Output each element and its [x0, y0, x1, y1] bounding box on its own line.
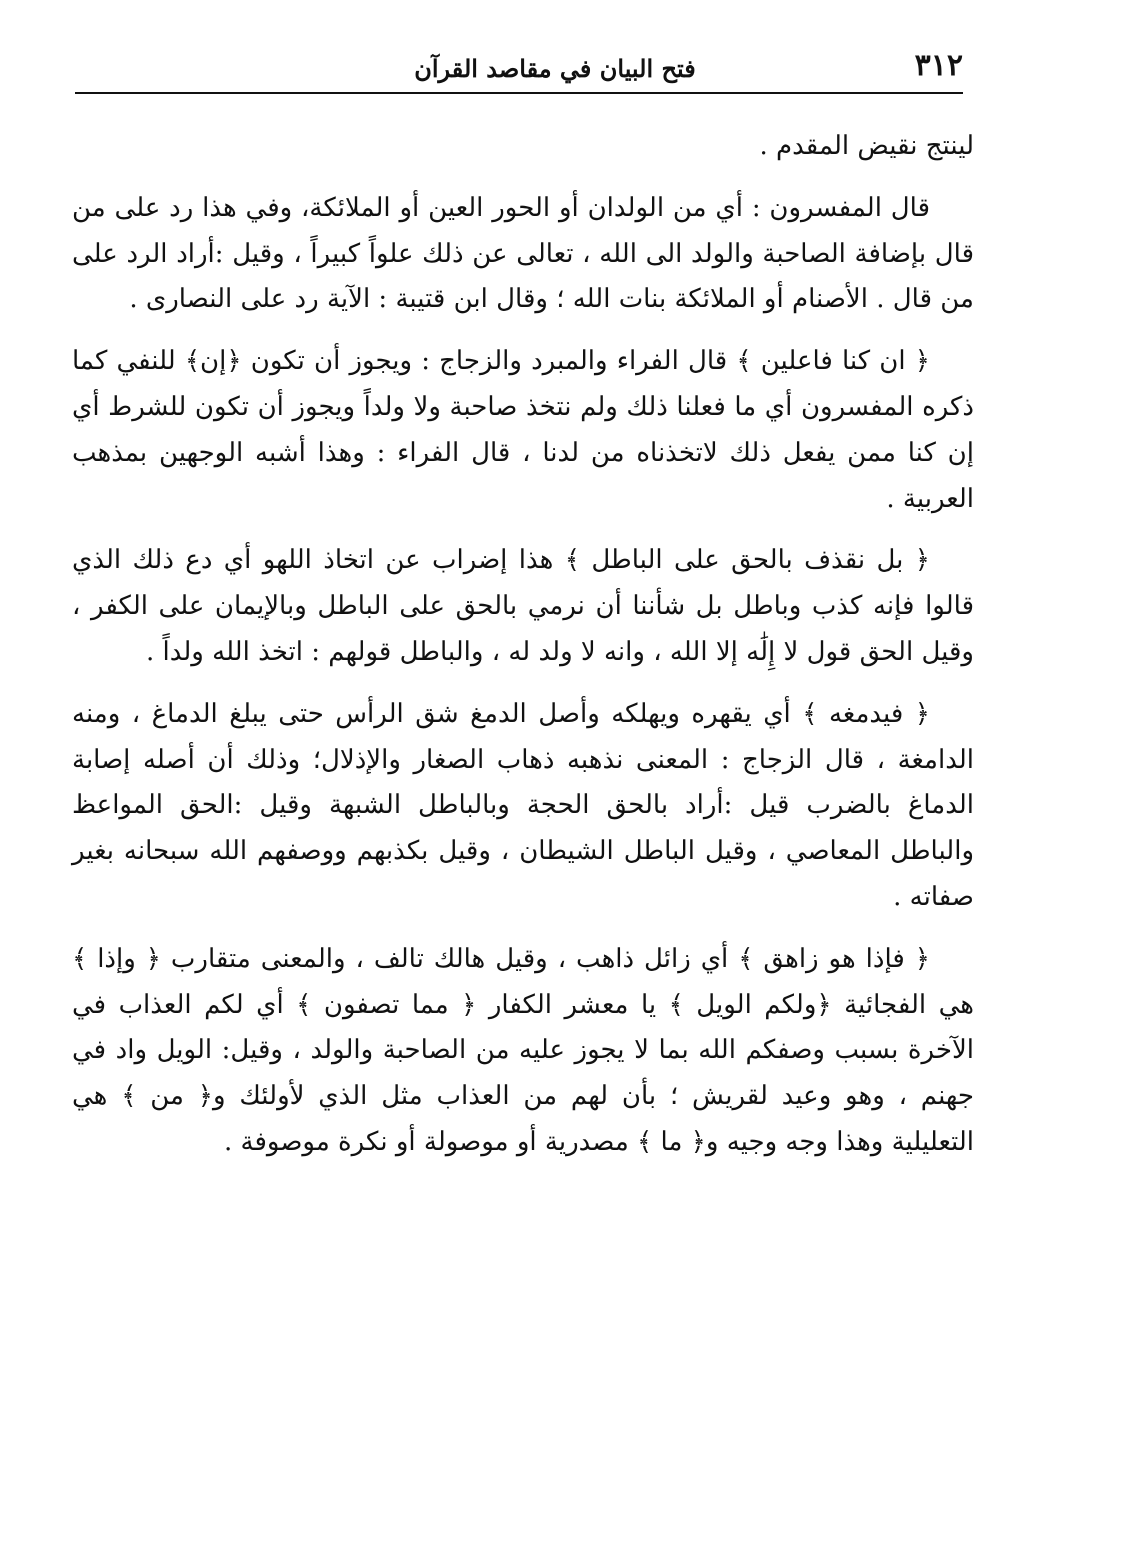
paragraph: ﴿ ان كنا فاعلين ﴾ قال الفراء والمبرد والزجاج : ويجوز أن تكون ﴿إن﴾ للنفي كما ذكره المفسرون أي ما فعلنا ذلك ولم نتخذ صاحبة ولا ولداً ويجوز أن تكون للشرط أي إن كنا ممن يفعل ذلك لاتخذناه من لدنا ، قال الفراء : وهذا أشبه الوجهين بمذهب العربية .: [72, 346, 974, 514]
paragraph: ﴿ فيدمغه ﴾ أي يقهره ويهلكه وأصل الدمغ شق الرأس حتى يبلغ الدماغ ، ومنه الدامغة ، قال الزجاج : المعنى نذهبه ذهاب الصغار والإذلال؛ وذلك أن أصله إصابة الدماغ بالضرب قيل :أراد بالحق الحجة وبالباطل الشبهة وقيل :الحق المواعظ والباطل المعاصي ، وقيل الباطل الشيطان ، وقيل بكذبهم ووصفهم الله سبحانه بغير صفاته .: [72, 698, 974, 912]
body-text: [72, 124, 974, 1182]
paragraph: قال المفسرون : أي من الولدان أو الحور العين أو الملائكة، وفي هذا رد على من قال بإضافة الصاحبة والولد الى الله ، تعالى عن ذلك علواً كبيراً ، وقيل :أراد الرد على من قال . الأصنام أو الملائكة بنات الله ؛ وقال ابن قتيبة : الآية رد على النصارى .: [72, 192, 974, 315]
page-number: ٣١٢: [914, 48, 963, 83]
running-title: فتح البيان في مقاصد القرآن: [414, 54, 696, 83]
paragraph: ﴿ فإذا هو زاهق ﴾ أي زائل ذاهب ، وقيل هالك تالف ، والمعنى متقارب ﴿ وإذا ﴾ هي الفجائية ﴿ولكم الويل ﴾ يا معشر الكفار ﴿ مما تصفون ﴾ أي لكم العذاب في الآخرة بسبب وصفكم الله بما لا يجوز عليه من الصاحبة والولد ، وقيل: الويل واد في جهنم ، وهو وعيد لقريش ؛ بأن لهم من العذاب مثل الذي لأولئك و﴿ من ﴾ هي التعليلية وهذا وجه وجيه و﴿ ما ﴾ مصدرية أو موصولة أو نكرة موصوفة .: [72, 943, 974, 1157]
page-header: [75, 46, 963, 94]
paragraph: لينتج نقيض المقدم .: [759, 131, 974, 161]
paragraph: ﴿ بل نقذف بالحق على الباطل ﴾ هذا إضراب عن اتخاذ اللهو أي دع ذلك الذي قالوا فإنه كذب وباطل بل شأننا أن نرمي بالحق على الباطل وبالإيمان على الكفر ، وقيل الحق قول لا إِلَٰه إلا الله ، وانه لا ولد له ، والباطل قولهم : اتخذ الله ولداً .: [72, 545, 974, 667]
